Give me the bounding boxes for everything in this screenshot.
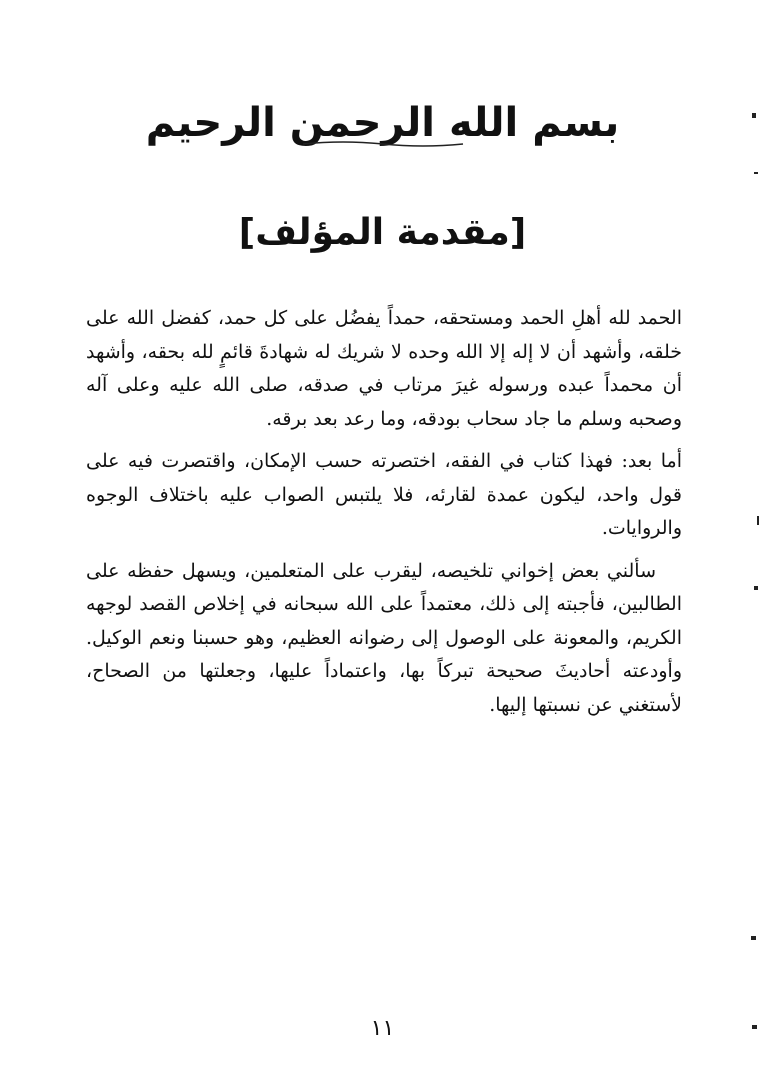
scan-speck [757, 516, 759, 525]
scan-speck [754, 172, 758, 174]
scan-speck [752, 113, 756, 118]
paragraph-request: سألني بعض إخواني تلخيصه، ليقرب على المتعلمين، ويسهل حفظه على الطالبين، فأجبته إلى ذلك، معتمداً على الله سبحانه في إخلاص القصد لوجهه الكريم، والمعونة على الوصول إلى رضوانه العظيم، وهو حسبنا ونعم الوكيل. وأودعته أحاديثَ صحيحة تبركاً بها، واعتماداً عليها، وجعلتها من الصحاح، لأستغني عن نسبتها إليها. [86, 559, 682, 716]
section-heading: [مقدمة المؤلف] [238, 212, 527, 253]
paragraph-praise: الحمد لله أهلِ الحمد ومستحقه، حمداً يفضُل على كل حمد، كفضل الله على خلقه، وأشهد أن لا إله إلا الله وحده لا شريك له شهادةَ قائمٍ لله بحقه، وأشهد أن محمداً عبده ورسوله غيرَ مرتاب في صدقه، صلى الله عليه وعلى آله وصحبه وسلم ما جاد سحاب بودقه، وما رعد بعد برقه. [86, 307, 682, 430]
scan-speck [751, 936, 756, 940]
page-number: ١١ [370, 1016, 395, 1041]
scan-speck [754, 586, 758, 590]
paragraph-purpose: أما بعد: فهذا كتاب في الفقه، اختصرته حسب الإمكان، واقتصرت فيه على قول واحد، ليكون عمدة لقارئه، فلا يلتبس الصواب عليه باختلاف الوجوه والروايات. [86, 450, 682, 539]
body-text [86, 302, 682, 731]
scan-speck [752, 1025, 757, 1029]
basmala-calligraphy [0, 100, 765, 148]
basmala-text: بسم الله الرحمن الرحيم [145, 100, 620, 146]
